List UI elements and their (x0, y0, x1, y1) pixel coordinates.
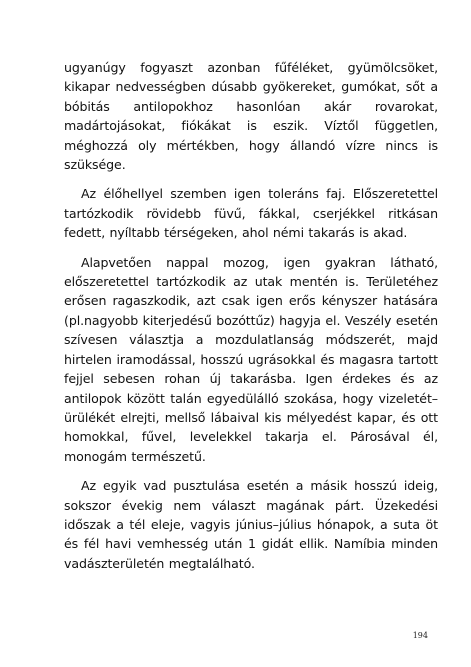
paragraph-diet: ugyanúgy fogyaszt azonban fűféléket, gyümölcsöket, kikapar nedvességben dúsabb gyökereket, gumókat, sőt a bóbitás antilopokhoz hasonlóan akár rovarokat, madártojásokat, fiókákat is eszik. Víztől független, méghozzá oly mértékben, hogy állandó vízre nincs is szüksége. (64, 60, 438, 173)
paragraph-behavior: Alapvetően nappal mozog, igen gyakran látható, előszeretettel tartózkodik az utak mentén is. Területéhez erősen ragaszkodik, azt csak igen erős kényszer hatására (pl.nagyobb kiterjedésű bozóttűz) hagyja el. Veszély esetén szívesen választja a mozdulatlanság módszerét, majd hirtelen iramodással, hosszú ugrásokkal és magasra tartott fejjel sebesen rohan új takarásba. Igen érdekes és az antilopok között talán egyedülálló szokása, hogy vizeletét–ürülékét elrejti, mellső lábaival kis mélyedést kapar, és ott homokkal, fűvel, levelekkel takarja el. Párosával él, monogám természetű. (64, 254, 438, 464)
paragraph-reproduction: Az egyik vad pusztulása esetén a másik hosszú ideig, sokszor évekig nem választ magának párt. Üzekedési időszak a tél eleje, vagyis június–július hónapok, a suta öt és fél havi vemhesség után 1 gidát ellik. Namíbia minden vadászterületén megtalálható. (64, 478, 438, 571)
paragraph-habitat: Az élőhellyel szemben igen toleráns faj. Előszeretettel tartózkodik rövidebb füvű, fákkal, cserjékkel ritkásan fedett, nyíltabb térségeken, ahol némi takarás is akad. (64, 186, 438, 241)
page-body (64, 58, 438, 573)
page-number: 194 (412, 631, 428, 640)
